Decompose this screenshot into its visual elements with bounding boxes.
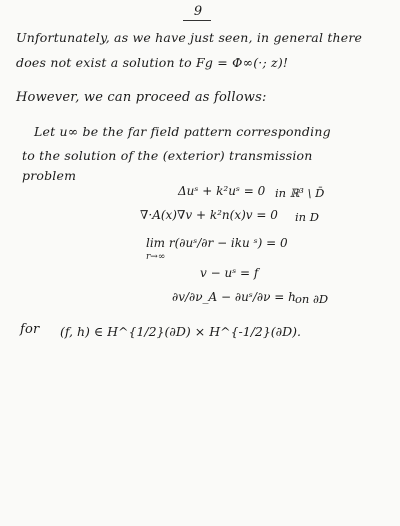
paragraph3-line1: Let u∞ be the far field pattern corresponding <box>34 124 331 139</box>
paragraph3-line3: problem <box>22 168 77 183</box>
equation-radiation-limit: r→∞ <box>146 252 166 262</box>
paragraph1-line2: does not exist a solution to Fg = Φ∞(·; z)! <box>16 55 289 70</box>
equation-dirichlet-transmission: v − uˢ = f <box>200 266 259 280</box>
page-number-underline <box>183 20 211 21</box>
equation-interior: ∇·A(x)∇v + k²n(x)v = 0 <box>140 208 278 222</box>
paragraph1-line1: Unfortunately, as we have just seen, in general there <box>16 30 363 45</box>
closing-label: for <box>20 322 40 337</box>
paragraph2-line1: However, we can proceed as follows: <box>16 90 267 105</box>
page-number: 9 <box>193 4 203 19</box>
closing-condition: (f, h) ∈ H^{1/2}(∂D) × H^{-1/2}(∂D). <box>60 324 302 339</box>
equation-interior-domain: in D <box>295 210 319 224</box>
equation-boundary: on ∂D <box>295 292 329 306</box>
equation-helmholtz-exterior: Δuˢ + k²uˢ = 0 <box>178 184 266 198</box>
paragraph3-line2: to the solution of the (exterior) transmission <box>22 148 313 163</box>
equation-neumann-transmission: ∂v/∂ν_A − ∂uˢ/∂ν = h <box>172 290 296 304</box>
equation-helmholtz-exterior-domain: in ℝ³ \ D̄ <box>275 186 325 200</box>
equation-radiation-condition: lim r(∂uˢ/∂r − iku ˢ) = 0 <box>146 236 288 250</box>
